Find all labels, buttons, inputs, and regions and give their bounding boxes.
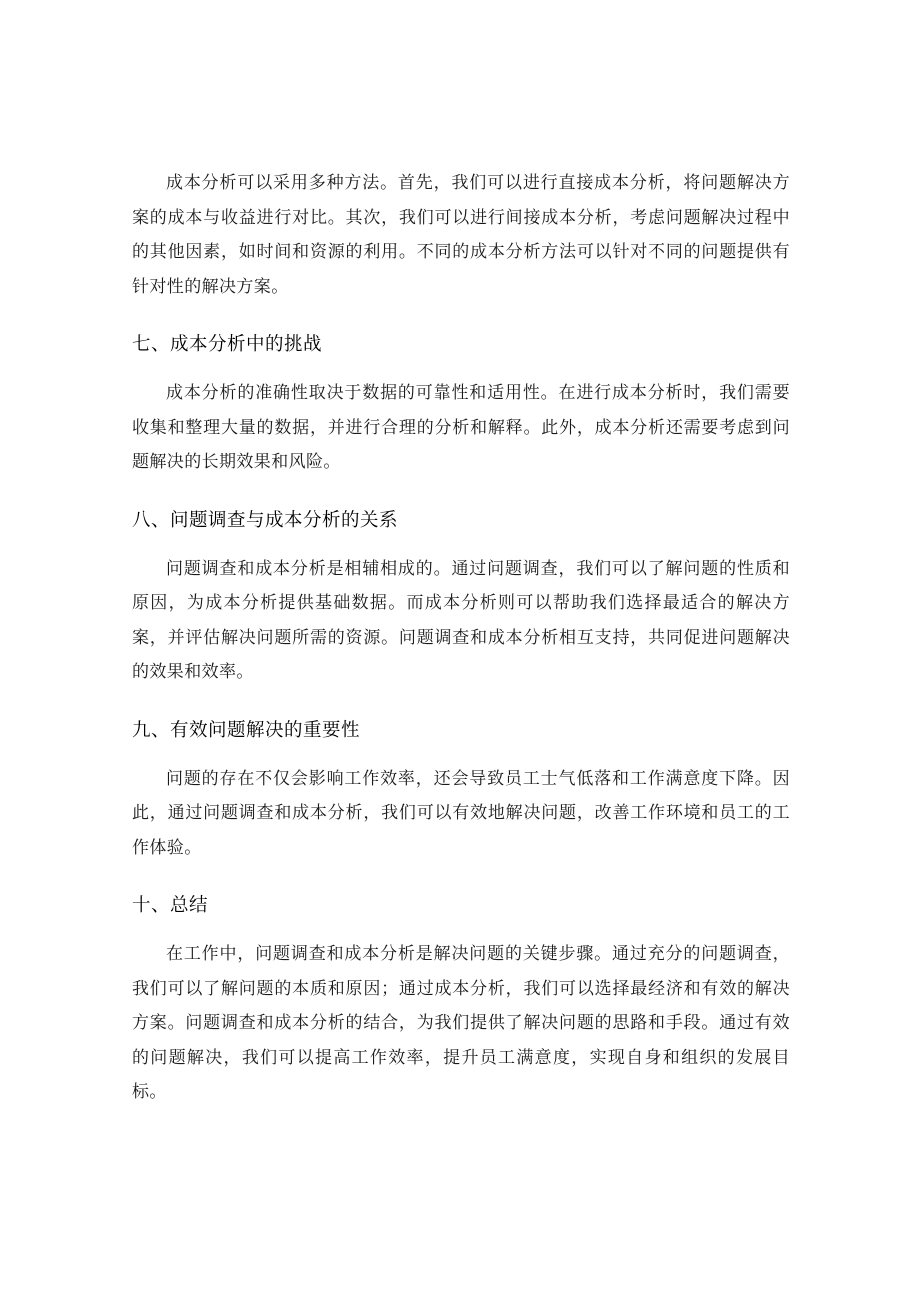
intro-paragraph: 成本分析可以采用多种方法。首先，我们可以进行直接成本分析，将问题解决方案的成本与收益进行对比。其次，我们可以进行间接成本分析，考虑问题解决过程中的其他因素，如时间和资源的利用。不同的成本分析方法可以针对不同的问题提供有针对性的解决方案。 [132, 173, 790, 297]
section-10-heading: 十、总结 [132, 895, 209, 916]
section-8-body: 问题调查和成本分析是相辅相成的。通过问题调查，我们可以了解问题的性质和原因，为成本分析提供基础数据。而成本分析则可以帮助我们选择最适合的解决方案，并评估解决问题所需的资源。问题调查和成本分析相互支持，共同促进问题解决的效果和效率。 [132, 558, 790, 682]
section-9-body: 问题的存在不仅会影响工作效率，还会导致员工士气低落和工作满意度下降。因此，通过问题调查和成本分析，我们可以有效地解决问题，改善工作环境和员工的工作体验。 [132, 768, 790, 858]
section-10-body: 在工作中，问题调查和成本分析是解决问题的关键步骤。通过充分的问题调查，我们可以了解问题的本质和原因；通过成本分析，我们可以选择最经济和有效的解决方案。问题调查和成本分析的结合，为我们提供了解决问题的思路和手段。通过有效的问题解决，我们可以提高工作效率，提升员工满意度，实现自身和组织的发展目标。 [132, 944, 790, 1102]
document-page [132, 166, 790, 1110]
section-7-body: 成本分析的准确性取决于数据的可靠性和适用性。在进行成本分析时，我们需要收集和整理大量的数据，并进行合理的分析和解释。此外，成本分析还需要考虑到问题解决的长期效果和风险。 [132, 383, 790, 472]
section-8-heading: 八、问题调查与成本分析的关系 [132, 509, 399, 531]
section-7-heading: 七、成本分析中的挑战 [132, 334, 323, 355]
section-9-heading: 九、有效问题解决的重要性 [132, 719, 361, 741]
